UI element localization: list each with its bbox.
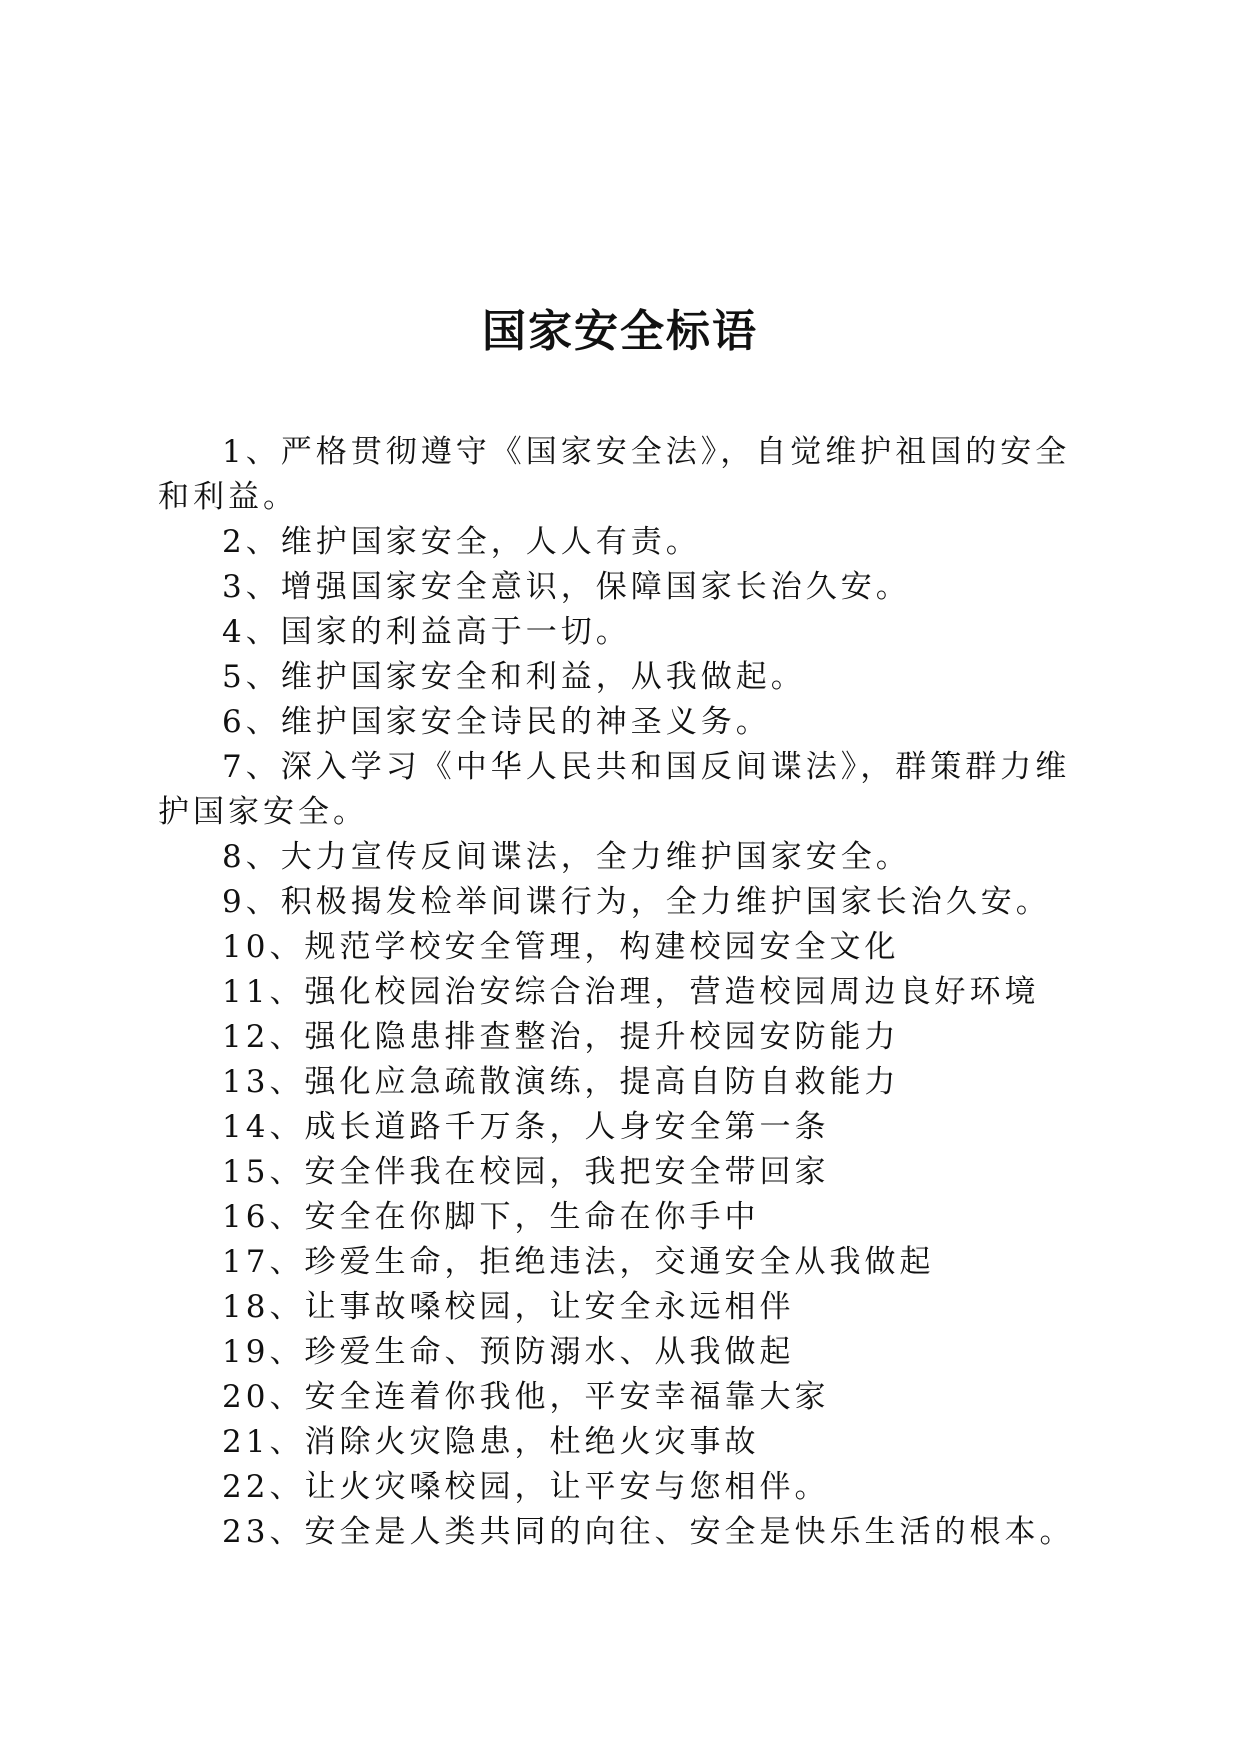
- list-item: 2、维护国家安全，人人有责。: [222, 524, 701, 560]
- list-item: 5、维护国家安全和利益，从我做起。: [222, 659, 806, 695]
- list-item: 7、深入学习《中华人民共和国反间谍法》，群策群力维护国家安全。: [158, 749, 1071, 830]
- list-item: 13、强化应急疏散演练，提高自防自救能力: [222, 1064, 900, 1100]
- list-item: 16、安全在你脚下，生命在你手中: [222, 1199, 760, 1235]
- list-item: 9、积极揭发检举间谍行为，全力维护国家长治久安。: [222, 884, 1051, 920]
- list-item: 14、成长道路千万条，人身安全第一条: [222, 1109, 830, 1145]
- list-item: 19、珍爱生命、预防溺水、从我做起: [222, 1334, 795, 1370]
- list-item: 12、强化隐患排查整治，提升校园安防能力: [222, 1019, 900, 1055]
- list-item: 6、维护国家安全诗民的神圣义务。: [222, 704, 771, 740]
- list-item: 1、严格贯彻遵守《国家安全法》，自觉维护祖国的安全和利益。: [158, 434, 1071, 515]
- list-item: 8、大力宣传反间谍法，全力维护国家安全。: [222, 839, 911, 875]
- list-item: 15、安全伴我在校园，我把安全带回家: [222, 1154, 830, 1190]
- page-title: 国家安全标语: [482, 306, 758, 357]
- list-item: 23、安全是人类共同的向往、安全是快乐生活的根本。: [222, 1514, 1075, 1550]
- list-item: 18、让事故嗓校园，让安全永远相伴: [222, 1289, 795, 1325]
- list-item: 22、让火灾嗓校园，让平安与您相伴。: [222, 1469, 830, 1505]
- list-item: 21、消除火灾隐患，杜绝火灾事故: [222, 1424, 760, 1460]
- list-item: 11、强化校园治安综合治理，营造校园周边良好环境: [222, 974, 1040, 1010]
- list-item: 3、增强国家安全意识，保障国家长治久安。: [222, 569, 911, 605]
- list-item: 17、珍爱生命，拒绝违法，交通安全从我做起: [222, 1244, 935, 1280]
- list-item: 10、规范学校安全管理，构建校园安全文化: [222, 929, 900, 965]
- list-item: 20、安全连着你我他，平安幸福靠大家: [222, 1379, 830, 1415]
- list-item: 4、国家的利益高于一切。: [222, 614, 631, 650]
- slogan-list: [158, 430, 1078, 1555]
